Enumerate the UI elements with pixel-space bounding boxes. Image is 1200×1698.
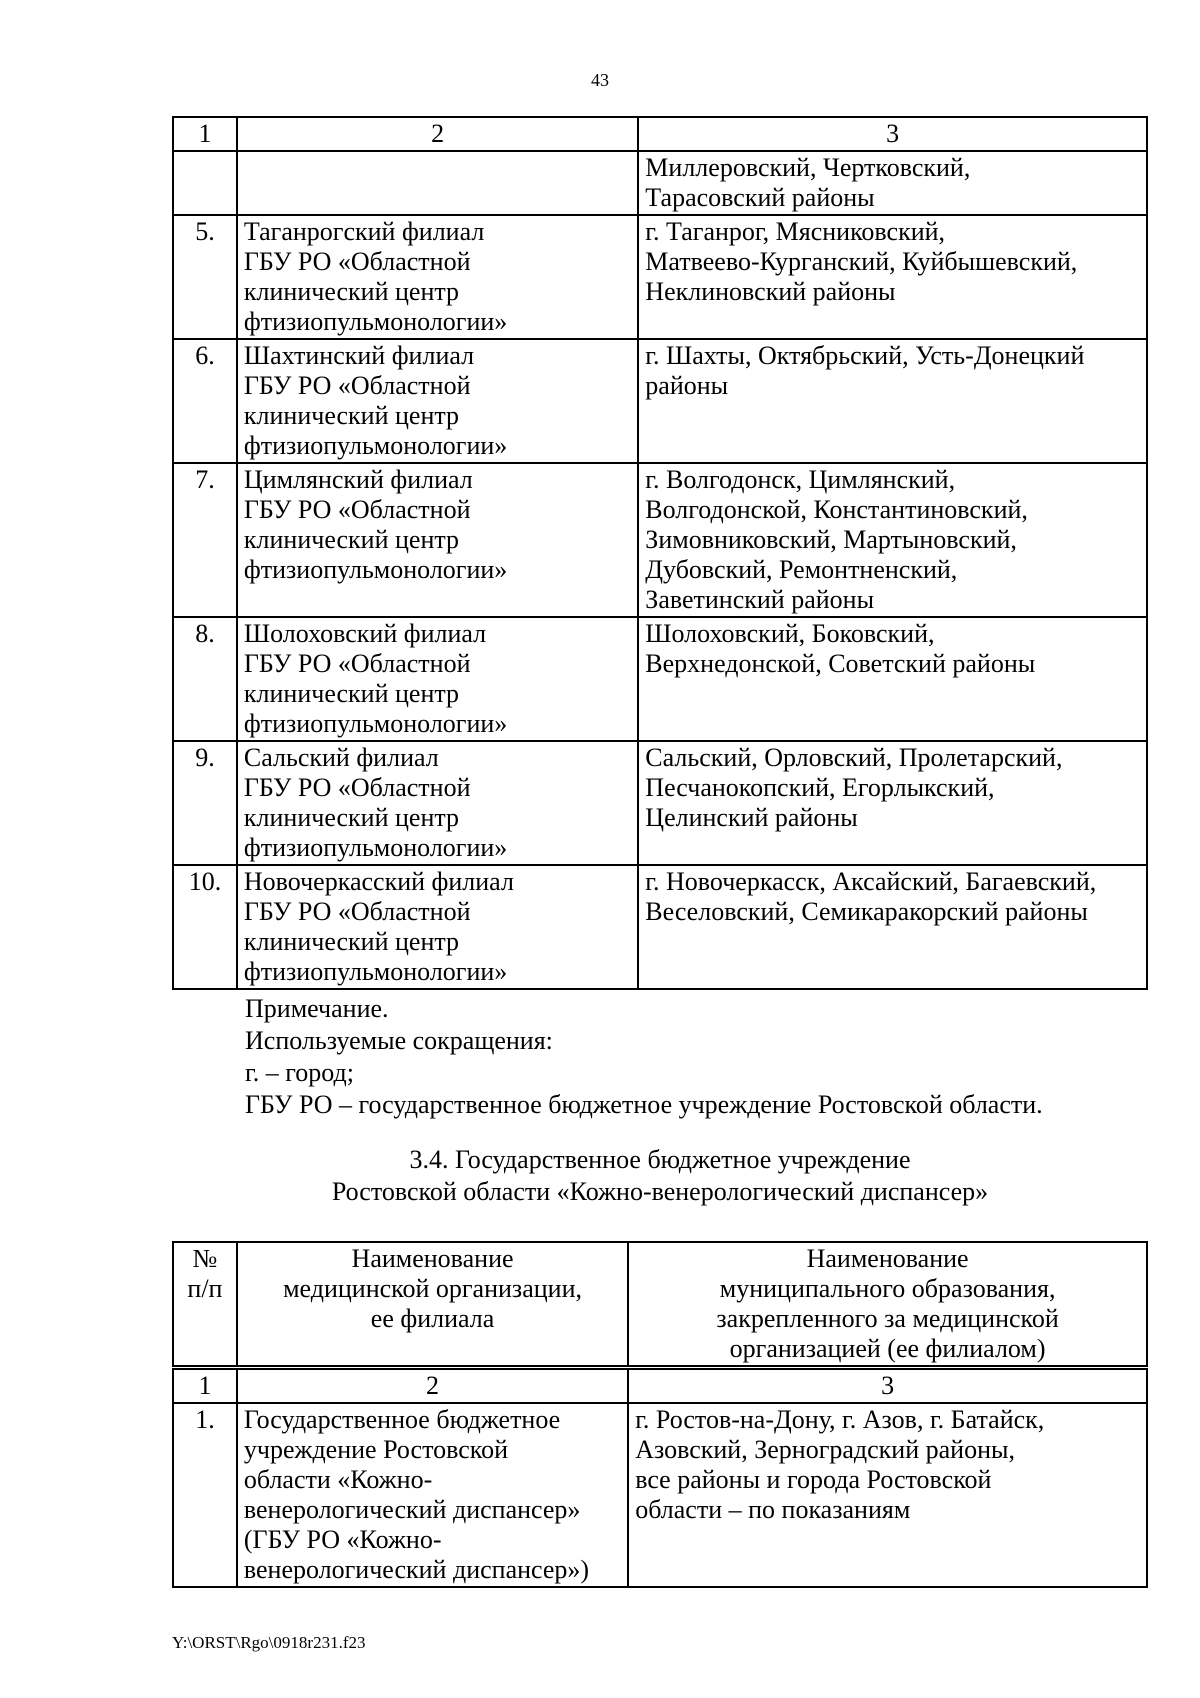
organization-name: Шолоховский филиал ГБУ РО «Областной клинический центр фтизиопульмонологии» [237, 617, 638, 741]
column-header: Наименование медицинской организации, ее филиала [237, 1242, 628, 1368]
table-header-row [173, 1242, 1147, 1368]
organization-name: Таганрогский филиал ГБУ РО «Областной клинический центр фтизиопульмонологии» [237, 215, 638, 339]
organization-name: Цимлянский филиал ГБУ РО «Областной клинический центр фтизиопульмонологии» [237, 463, 638, 617]
dispensary-table [172, 1241, 1148, 1588]
organization-name [237, 151, 638, 215]
assigned-areas: г. Таганрог, Мясниковский, Матвеево-Курганский, Куйбышевский, Неклиновский районы [638, 215, 1147, 339]
abbreviations-note [245, 993, 1043, 1121]
table-row [173, 463, 1147, 617]
column-header: Наименование муниципального образования, закрепленного за медицинской организацией (ее филиалом) [628, 1242, 1147, 1368]
assigned-areas: Сальский, Орловский, Пролетарский, Песчанокопский, Егорлыкский, Целинский районы [638, 741, 1147, 865]
note-title: Примечание. [245, 994, 389, 1023]
row-number: 6. [173, 339, 237, 463]
assigned-areas: г. Ростов-на-Дону, г. Азов, г. Батайск, Азовский, Зерноградский районы, все районы и города Ростовской области – по показаниям [628, 1403, 1147, 1587]
file-path-footer: Y:\ORST\Rgo\0918r231.f23 [172, 1633, 366, 1652]
row-number [173, 151, 237, 215]
assigned-areas: г. Шахты, Октябрьский, Усть-Донецкий районы [638, 339, 1147, 463]
branch-table [172, 116, 1148, 990]
column-number: 2 [237, 117, 638, 151]
table-row [173, 151, 1147, 215]
section-heading [172, 1144, 1148, 1208]
table-row [173, 617, 1147, 741]
row-number: 9. [173, 741, 237, 865]
assigned-areas: г. Новочеркасск, Аксайский, Багаевский, Веселовский, Семикаракорский районы [638, 865, 1147, 989]
section-heading-line: Ростовской области «Кожно-венерологический диспансер» [331, 1177, 989, 1206]
column-header: № п/п [173, 1242, 237, 1368]
assigned-areas: Шолоховский, Боковский, Верхнедонской, Советский районы [638, 617, 1147, 741]
column-number: 3 [628, 1368, 1147, 1404]
table-row [173, 339, 1147, 463]
row-number: 7. [173, 463, 237, 617]
note-line: г. – город; [245, 1058, 354, 1087]
column-number: 1 [173, 1368, 237, 1404]
column-number: 2 [237, 1368, 628, 1404]
table-row [173, 1403, 1147, 1587]
organization-name: Сальский филиал ГБУ РО «Областной клинический центр фтизиопульмонологии» [237, 741, 638, 865]
column-number: 3 [638, 117, 1147, 151]
assigned-areas: Миллеровский, Чертковский, Тарасовский районы [638, 151, 1147, 215]
organization-name: Государственное бюджетное учреждение Ростовской области «Кожно- венерологический диспансер» (ГБУ РО «Кожно- венерологический диспансер») [237, 1403, 628, 1587]
row-number: 1. [173, 1403, 237, 1587]
column-number: 1 [173, 117, 237, 151]
note-line: ГБУ РО – государственное бюджетное учреждение Ростовской области. [245, 1090, 1043, 1119]
note-subtitle: Используемые сокращения: [245, 1026, 553, 1055]
organization-name: Новочеркасский филиал ГБУ РО «Областной клинический центр фтизиопульмонологии» [237, 865, 638, 989]
table-row [173, 741, 1147, 865]
table-row [173, 865, 1147, 989]
section-heading-line: 3.4. Государственное бюджетное учреждение [409, 1145, 911, 1174]
row-number: 5. [173, 215, 237, 339]
page-number: 43 [591, 70, 609, 90]
row-number: 10. [173, 865, 237, 989]
table-numbering-row [173, 1368, 1147, 1404]
row-number: 8. [173, 617, 237, 741]
assigned-areas: г. Волгодонск, Цимлянский, Волгодонской, Константиновский, Зимовниковский, Мартыновский, Дубовский, Ремонтненский, Заветинский районы [638, 463, 1147, 617]
table-row [173, 215, 1147, 339]
table-numbering-row [173, 117, 1147, 151]
organization-name: Шахтинский филиал ГБУ РО «Областной клинический центр фтизиопульмонологии» [237, 339, 638, 463]
